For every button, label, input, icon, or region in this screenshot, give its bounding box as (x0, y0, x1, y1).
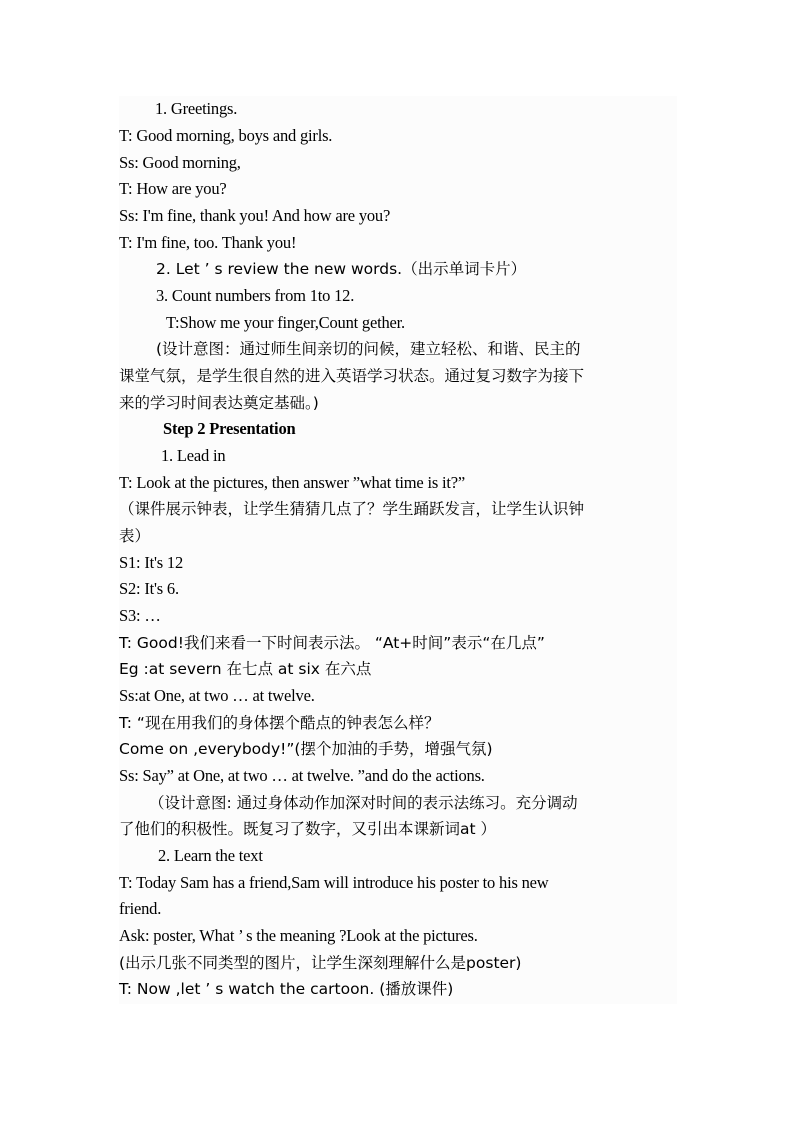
text-line: Ss: Say” at One, at two … at twelve. ”and do the actions. (119, 766, 485, 785)
text-line: Ss: I'm fine, thank you! And how are you? (119, 206, 391, 225)
text-line: T: I'm fine, too. Thank you! (119, 233, 297, 252)
step2-heading: Step 2 Presentation (163, 419, 296, 438)
design-intent-paragraph: 来的学习时间表达奠定基础。) (119, 394, 319, 412)
text-line: T:Show me your finger,Count gether. (166, 313, 405, 332)
text-line: Ask: poster, What ’ s the meaning ?Look at the pictures. (119, 926, 478, 945)
count-numbers-line: 3. Count numbers from 1to 12. (156, 286, 355, 305)
text-line: T: Good morning, boys and girls. (119, 126, 333, 145)
text-line: Come on ,everybody!”(摆个加油的手势，增强气氛) (119, 740, 493, 758)
text-line: Eg :at severn 在七点 at six 在六点 (119, 660, 372, 678)
text-line: （课件展示钟表，让学生猜猜几点了？学生踊跃发言，让学生认识钟 (119, 500, 585, 518)
text-line: T: Today Sam has a friend,Sam will introduce his poster to his new (119, 873, 549, 892)
text-line: (出示几张不同类型的图片，让学生深刻理解什么是poster) (119, 954, 522, 972)
design-intent-paragraph: (设计意图：通过师生间亲切的问候，建立轻松、和谐、民主的 (156, 340, 581, 358)
learn-text-heading: 2. Learn the text (158, 846, 263, 865)
design-intent-paragraph: 课堂气氛，是学生很自然的进入英语学习状态。通过复习数字为接下 (119, 367, 585, 385)
text-line: S3: … (119, 606, 161, 625)
text-line: T: Look at the pictures, then answer ”what time is it?” (119, 473, 466, 492)
greetings-heading: 1. Greetings. (155, 99, 238, 118)
text-line: Ss:at One, at two … at twelve. (119, 686, 315, 705)
design-intent-paragraph: 了他们的积极性。既复习了数字，又引出本课新词at ） (119, 820, 497, 838)
text-line: S2: It's 6. (119, 579, 179, 598)
text-line: Ss: Good morning, (119, 153, 241, 172)
design-intent-paragraph: （设计意图: 通过身体动作加深对时间的表示法练习。充分调动 (149, 794, 578, 812)
text-line: friend. (119, 899, 162, 918)
review-words-line: 2. Let ’ s review the new words.（出示单词卡片） (156, 260, 527, 278)
text-line: T: Good!我们来看一下时间表示法。 “At+时间”表示“在几点” (119, 634, 545, 652)
lead-in-heading: 1. Lead in (161, 446, 226, 465)
document-page (119, 96, 677, 1004)
text-line: S1: It's 12 (119, 553, 184, 572)
text-line: T: How are you? (119, 179, 227, 198)
text-line: T: Now ,let ’ s watch the cartoon. (播放课件) (119, 980, 454, 998)
text-line: T: “现在用我们的身体摆个酷点的钟表怎么样？ (119, 714, 440, 732)
text-line: 表） (119, 527, 151, 545)
